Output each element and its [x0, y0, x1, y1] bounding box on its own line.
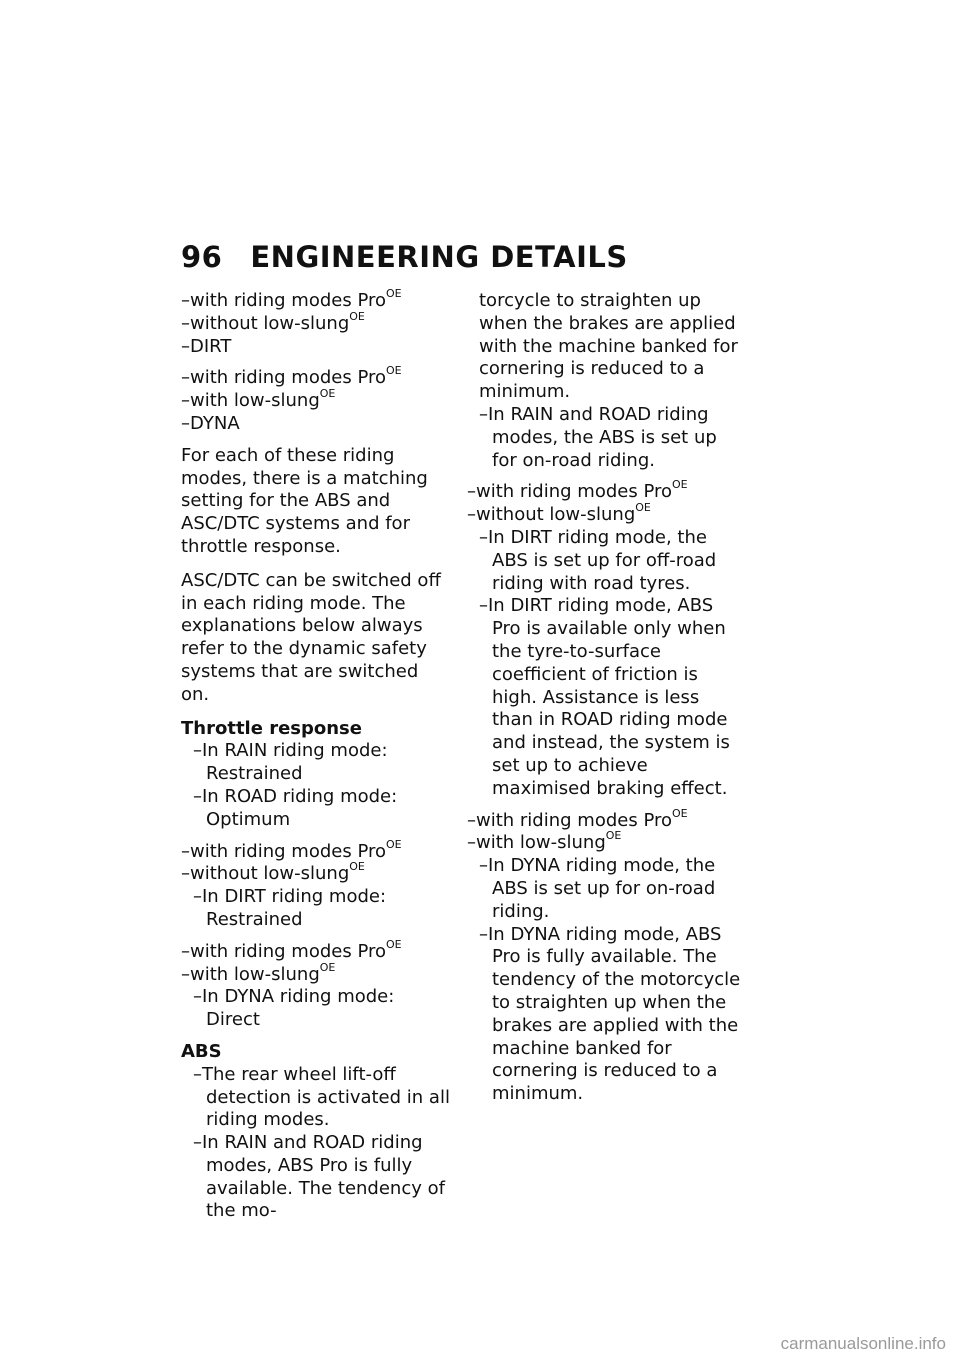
condition-item: –DIRT [181, 335, 232, 357]
list-item: –In DYNA riding mode: Direct [193, 986, 395, 1031]
list-item-continuation: torcycle to straighten up when the brakes are applied with the machine banked for cornering is reduced to a minimum. [479, 290, 738, 403]
paragraph-riding-modes: For each of these riding modes, there is a matching setting for the ABS and ASC/DTC systems and for throttle response. [181, 444, 428, 557]
condition-item: –with low-slung$^{OE}$ [467, 829, 622, 854]
list-item: –In DIRT riding mode, ABS Pro is available only when the tyre-to-surface coefficient of friction is high. Assistance is less than in ROAD riding mode and instead, the system is set up to achieve maximised braking effect. [479, 595, 730, 799]
condition-item: –with riding modes Pro$^{OE}$ [181, 287, 402, 311]
condition-item: –with low-slung$^{OE}$ [181, 960, 336, 985]
section-title: ENGINEERING DETAILS [250, 240, 628, 274]
paragraph-asc-dtc: ASC/DTC can be switched off in each riding mode. The explanations below always refer to the dynamic safety systems that are switched on. [181, 569, 441, 705]
condition-item: –with riding modes Pro$^{OE}$ [467, 478, 688, 503]
throttle-heading: Throttle response [181, 717, 362, 739]
condition-group-5 [467, 478, 742, 800]
condition-item: –with riding modes Pro$^{OE}$ [181, 937, 402, 962]
watermark: carmanualsonline.info [780, 1334, 946, 1353]
condition-item: –without low-slung$^{OE}$ [467, 501, 651, 526]
list-item: –In RAIN and ROAD riding modes, ABS Pro is fully available. The tendency of the mo- [193, 1132, 445, 1222]
throttle-section [181, 718, 451, 832]
right-column [467, 290, 742, 1115]
page-number: 96 [181, 240, 223, 274]
condition-group-4 [181, 937, 451, 1032]
list-item: –In DYNA riding mode, the ABS is set up for on-road riding. [479, 855, 716, 922]
condition-item: –without low-slung$^{OE}$ [181, 860, 365, 885]
page-header [181, 240, 628, 274]
list-item: –In DYNA riding mode, ABS Pro is fully available. The tendency of the motorcycle to straighten up when the brakes are applied with the machine banked for cornering is reduced to a minimum. [479, 923, 741, 1105]
condition-item: –with riding modes Pro$^{OE}$ [467, 806, 688, 831]
left-column [181, 287, 451, 1223]
list-item: –In ROAD riding mode: Optimum [193, 785, 398, 830]
abs-continued [467, 290, 742, 472]
abs-section [181, 1041, 451, 1223]
condition-group-2 [181, 364, 451, 435]
condition-group-6 [467, 806, 742, 1106]
list-item: –In RAIN riding mode: Restrained [193, 740, 388, 785]
list-item: –In DIRT riding mode, the ABS is set up for off-road riding with road tyres. [479, 526, 717, 594]
condition-group-3 [181, 837, 451, 932]
condition-group-1 [181, 287, 451, 358]
condition-item: –with low-slung$^{OE}$ [181, 387, 336, 412]
abs-heading: ABS [181, 1040, 222, 1062]
list-item: –In DIRT riding mode: Restrained [193, 886, 387, 930]
condition-item: –DYNA [181, 412, 240, 434]
list-item: –The rear wheel lift-off detection is activated in all riding modes. [193, 1063, 450, 1131]
condition-item: –with riding modes Pro$^{OE}$ [181, 837, 402, 862]
condition-item: –with riding modes Pro$^{OE}$ [181, 364, 402, 389]
condition-item: –without low-slung$^{OE}$ [181, 309, 365, 334]
list-item: –In RAIN and ROAD riding modes, the ABS is set up for on-road riding. [479, 403, 717, 471]
